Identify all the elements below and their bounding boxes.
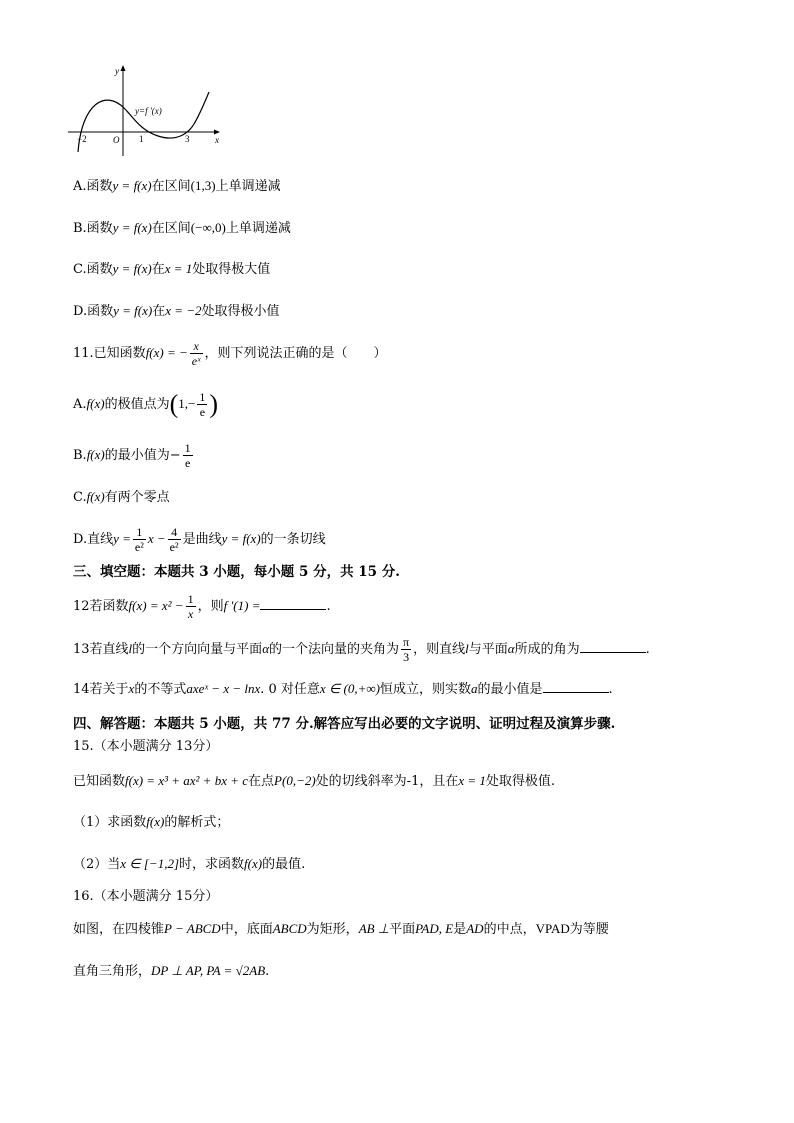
- fraction-numerator: 1: [133, 525, 146, 540]
- option-b-func: y = f(x): [112, 220, 152, 235]
- q13-alpha2: α: [507, 641, 515, 656]
- q13-t2: 的一个法向量的夹角为: [269, 642, 400, 657]
- q16-t6: 的中点，: [483, 922, 536, 937]
- q14-end: .: [608, 682, 613, 697]
- q13-answer-blank[interactable]: [580, 640, 646, 653]
- q14: [73, 680, 613, 699]
- q15-p2-prefix: （2）当: [73, 857, 121, 872]
- q15-stem-cond: x = 1: [458, 773, 486, 788]
- q11-d-mid: x −: [147, 531, 166, 546]
- option-b-suffix: 上单调递减: [225, 221, 291, 236]
- q11-a-func: f(x): [86, 396, 105, 411]
- q15-stem-t3: 处取得极值.: [485, 774, 556, 789]
- q14-x: x: [128, 681, 135, 696]
- option-c-cond: x = 1: [164, 261, 193, 276]
- q16-m1: P − ABCD: [164, 921, 221, 936]
- q11-b-text: 的最小值为−: [104, 448, 181, 463]
- q12-answer-blank[interactable]: [260, 597, 326, 610]
- q15-p2-func: f(x): [244, 856, 263, 871]
- q12: [73, 590, 331, 623]
- q11-stem-fraction: [190, 339, 203, 368]
- option-b-prefix: B.函数: [73, 221, 113, 236]
- q16-m6: VPAD: [535, 921, 570, 936]
- q16-line-1: [73, 920, 609, 939]
- q13-fraction: [401, 635, 411, 664]
- q11-d-eq: y =: [113, 531, 131, 546]
- q11-d-fraction-1: [133, 525, 146, 554]
- y-axis-arrow: [121, 65, 126, 71]
- option-c-prefix: C.函数: [73, 262, 113, 277]
- right-paren: ): [209, 389, 219, 419]
- fraction-denominator: 3: [403, 650, 410, 664]
- fraction-denominator: e²: [134, 540, 144, 554]
- q16-t4: 平面: [389, 922, 416, 937]
- q11-option-c: [73, 488, 170, 507]
- fraction-numerator: 1: [187, 592, 194, 606]
- q11-option-b: [73, 438, 195, 473]
- q12-mid: ，则: [197, 599, 224, 614]
- q15-stem-t1: 在点: [248, 774, 275, 789]
- q13-t4: 与平面: [468, 642, 508, 657]
- option-a-suffix: 上单调递减: [215, 179, 281, 194]
- q11-a-text: 的极值点为: [104, 397, 170, 412]
- option-d-func: y = f(x): [113, 303, 153, 318]
- q11-c-text: 有两个零点: [104, 490, 170, 505]
- q12-end: .: [326, 599, 331, 614]
- q14-a: a: [470, 681, 478, 696]
- q16-m5: AD: [466, 921, 484, 936]
- fraction-numerator: x: [190, 339, 203, 354]
- q11-a-prefix: A.: [73, 397, 87, 412]
- q11-c-prefix: C.: [73, 490, 87, 505]
- option-d-prefix: D.函数: [73, 304, 114, 319]
- q15-stem-t2: 处的切线斜率为-1，且在: [315, 774, 459, 789]
- q11-b-fraction: [183, 441, 193, 470]
- q15-header: 15.（本小题满分 13分）: [73, 739, 219, 754]
- q13-alpha1: α: [262, 641, 270, 656]
- q10-option-a: [73, 177, 281, 196]
- y-axis-label: y: [115, 66, 119, 76]
- q10-option-c: [73, 260, 270, 279]
- fraction-denominator: e: [184, 456, 191, 470]
- option-c-func: y = f(x): [112, 261, 152, 276]
- q13-prefix: 13若直线: [73, 642, 129, 657]
- q10-option-b: [73, 219, 291, 238]
- q16-t2: 中，底面: [220, 922, 273, 937]
- q11-option-a: [73, 387, 218, 422]
- left-paren: (: [169, 389, 179, 419]
- section-4-heading: 四、解答题：本题共 5 小题，共 77 分.解答应写出必要的文字说明、证明过程及演算步骤.: [73, 716, 616, 732]
- origin-label: O: [113, 135, 120, 145]
- q14-t3: 恒成立，则实数: [379, 682, 471, 697]
- q12-fraction: [186, 592, 196, 621]
- option-d-cond: x = −2: [165, 303, 202, 318]
- option-a-mid: 在区间: [151, 179, 191, 194]
- q16-t7: 为等腰: [569, 922, 609, 937]
- q13: [73, 632, 650, 667]
- q16-t1: 如图，在四棱锥: [73, 922, 165, 937]
- fraction-numerator: 1: [199, 390, 206, 404]
- fraction-numerator: π: [403, 635, 410, 649]
- x-axis-label: x: [215, 135, 219, 145]
- option-d-suffix: 处取得极小值: [201, 304, 280, 319]
- q11-stem-func: f(x) = −: [145, 345, 188, 360]
- q14-t2: . 0 对任意: [260, 682, 320, 697]
- q16-m4: PAD, E: [415, 921, 454, 936]
- option-a-prefix: A.函数: [73, 179, 113, 194]
- q13-t3: ，则直线: [413, 642, 466, 657]
- fraction-numerator: 1: [184, 441, 191, 455]
- q16-l2-m1: DP ⊥ AP, PA = √2AB: [151, 963, 266, 978]
- section-3-heading: 三、填空题：本题共 3 小题，每小题 5 分，共 15 分.: [73, 564, 400, 580]
- q16-t3: 为矩形，: [306, 922, 359, 937]
- q14-domain: x ∈ (0,+∞): [319, 681, 380, 696]
- q15-stem-prefix: 已知函数: [73, 774, 126, 789]
- q15-stem: [73, 772, 555, 791]
- fraction-denominator: e²: [169, 540, 179, 554]
- q12-ask: f ′(1) =: [223, 598, 261, 613]
- q14-answer-blank[interactable]: [543, 680, 609, 693]
- option-b-interval: (−∞,0): [190, 220, 226, 235]
- q14-t4: 的最小值是: [477, 682, 543, 697]
- option-c-suffix: 处取得极大值: [192, 262, 271, 277]
- q15-p1-func: f(x): [146, 814, 165, 829]
- q15-part-2: [73, 855, 305, 874]
- q11-c-func: f(x): [86, 489, 105, 504]
- q15-p1-prefix: （1）求函数: [73, 815, 147, 830]
- q11-d-suffix: 的一条切线: [260, 532, 326, 547]
- q16-line-2: [73, 962, 269, 981]
- q11-stem-prefix: 11.已知函数: [73, 346, 146, 361]
- q15-p1-suffix: 的解析式；: [164, 815, 230, 830]
- q11-d-fraction-2: [168, 525, 181, 554]
- q13-t5: 所成的角为: [514, 642, 580, 657]
- q11-option-d: [73, 522, 326, 557]
- q13-l1: l: [128, 641, 133, 656]
- tick-label-3: 3: [185, 134, 190, 144]
- q11-d-curve: y = f(x): [221, 531, 261, 546]
- option-a-interval: (1,3): [190, 178, 216, 193]
- tick-label-neg2: −2: [77, 134, 87, 144]
- q16-header: 16.（本小题满分 15分）: [73, 889, 219, 904]
- q15-p2-mid: 时，求函数: [179, 857, 245, 872]
- option-a-func: y = f(x): [112, 178, 152, 193]
- q11-a-fraction: [197, 390, 207, 419]
- fraction-numerator: 4: [168, 525, 181, 540]
- fraction-denominator: x: [187, 607, 194, 621]
- q13-end: .: [645, 642, 650, 657]
- q13-t1: 的一个方向向量与平面: [132, 642, 263, 657]
- option-c-mid: 在: [151, 262, 165, 277]
- q14-prefix: 14若关于: [73, 682, 129, 697]
- q13-l2: l: [465, 641, 469, 656]
- option-b-mid: 在区间: [151, 221, 191, 236]
- q16-t5: 是: [453, 922, 467, 937]
- q11-stem: [73, 338, 387, 369]
- q12-prefix: 12若函数: [73, 599, 129, 614]
- q15-stem-func: f(x) = x³ + ax² + bx + c: [125, 773, 249, 788]
- q16-m3: AB ⊥: [358, 921, 390, 936]
- q15-p2-suffix: 的最值.: [262, 857, 306, 872]
- q11-b-func: f(x): [86, 447, 105, 462]
- q15-stem-point: P(0,−2): [274, 773, 316, 788]
- tick-label-1: 1: [139, 134, 144, 144]
- fraction-denominator: eˣ: [191, 354, 201, 368]
- fraction-denominator: e: [199, 405, 206, 419]
- q16-l2-end: .: [265, 964, 270, 979]
- q16-m2: ABCD: [272, 921, 307, 936]
- q11-d-prefix: D.直线: [73, 532, 114, 547]
- derivative-graph: [66, 62, 226, 158]
- q14-ineq: axeˣ − x − lnx: [186, 681, 261, 696]
- q11-stem-suffix: ，则下列说法正确的是（ ）: [204, 346, 387, 361]
- q11-a-point: 1,−: [178, 396, 196, 411]
- q14-t1: 的不等式: [134, 682, 187, 697]
- q11-d-text: 是曲线: [182, 532, 222, 547]
- q15-part-1: [73, 813, 229, 832]
- q12-func: f(x) = x² −: [128, 598, 184, 613]
- q15-p2-domain: x ∈ [−1,2]: [120, 856, 180, 871]
- x-axis-arrow: [214, 130, 220, 135]
- option-d-mid: 在: [152, 304, 166, 319]
- q11-b-prefix: B.: [73, 448, 87, 463]
- curve-label: y=f ′(x): [135, 106, 162, 116]
- q16-l2-t1: 直角三角形，: [73, 964, 152, 979]
- q10-option-d: [73, 302, 280, 321]
